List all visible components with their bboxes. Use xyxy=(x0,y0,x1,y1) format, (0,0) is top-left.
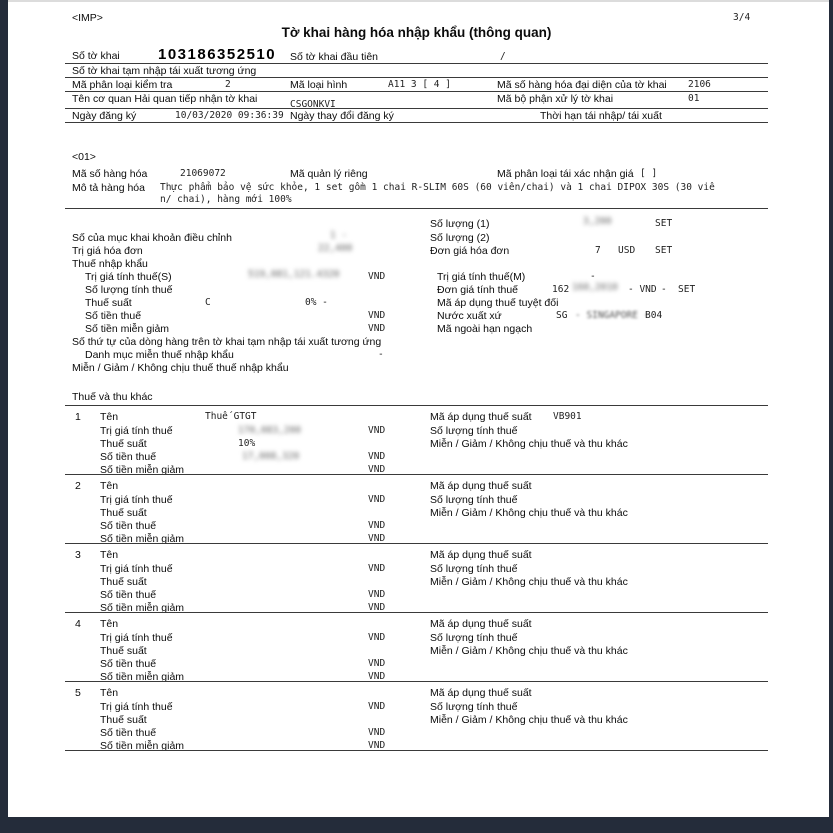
divider xyxy=(65,122,768,123)
label-ten: Tên xyxy=(100,411,119,423)
label-thue-suat: Thuế suất xyxy=(100,645,147,657)
value-ten: Thuế GTGT xyxy=(205,411,257,422)
label-so-luong-tinh-thue: Số lượng tính thuế xyxy=(430,425,518,437)
value-ten-co-quan: CSGONKVI xyxy=(290,99,336,110)
value-thue-suat: 10% xyxy=(238,438,256,449)
value-ma-so-dai-dien: 2106 xyxy=(688,79,711,90)
label-mien-giam-nhap-khau: Miễn / Giảm / Không chịu thuế thuế nhập khẩu xyxy=(72,362,289,374)
currency-vnd: VND xyxy=(368,494,386,505)
label-so-muc-khai: Số của mục khai khoản điều chỉnh xyxy=(72,232,232,244)
item-section-tag: <01> xyxy=(72,151,96,163)
value-thue-suat: 0% - xyxy=(305,297,328,308)
divider xyxy=(65,91,768,92)
value-ma-loai-hinh: A11 3 [ 4 ] xyxy=(388,79,451,90)
label-danh-muc-mien-thue: Danh mục miễn thuế nhập khẩu xyxy=(85,349,234,361)
value-nuoc-xuat-xu-b04: B04 xyxy=(645,310,663,321)
label-thue-nhap-khau: Thuế nhập khẩu xyxy=(72,258,148,270)
page-edge-bottom xyxy=(0,817,833,833)
value-nuoc-xuat-xu-name: - SINGAPORE - xyxy=(575,310,650,321)
label-so-luong-tinh-thue: Số lượng tính thuế xyxy=(430,632,518,644)
label-mien-giam: Miễn / Giảm / Không chịu thuế và thu khác xyxy=(430,438,628,450)
value-danh-muc-mien-thue: - xyxy=(378,349,384,360)
value-ma-ap-dung-thue-suat: VB901 xyxy=(553,411,582,422)
currency-vnd: VND xyxy=(368,425,386,436)
value-so-to-khai-dau-tien: / xyxy=(500,51,506,62)
value-don-gia-hoa-don: 7 xyxy=(595,245,601,256)
value-thue-suat-code: C xyxy=(205,297,211,308)
label-so-to-khai-dau-tien: Số tờ khai đầu tiên xyxy=(290,51,379,63)
tax-block-2 xyxy=(0,475,833,544)
currency-vnd: VND xyxy=(368,310,386,321)
label-tam-nhap-tai-xuat: Số tờ khai tạm nhập tái xuất tương ứng xyxy=(72,65,257,77)
value-don-gia-tinh-thue-2: 160,2010 xyxy=(572,282,618,293)
label-so-tien-mien-giam: Số tiền miễn giảm xyxy=(85,323,170,335)
label-tri-gia-tinh-thue-m: Trị giá tính thuế(M) xyxy=(437,271,526,283)
label-so-tien-thue: Số tiền thuế xyxy=(100,589,157,601)
label-ma-ap-dung-thue-suat: Mã áp dụng thuế suất xyxy=(430,618,532,630)
label-so-tien-mien-giam: Số tiền miễn giảm xyxy=(100,464,185,476)
label-ma-so-dai-dien: Mã số hàng hóa đại diện của tờ khai xyxy=(497,79,667,91)
label-tri-gia-tinh-thue-s: Trị giá tính thuế(S) xyxy=(85,271,172,283)
divider xyxy=(65,77,768,78)
label-don-gia-tinh-thue: Đơn giá tính thuế xyxy=(437,284,519,296)
page-number: 3/4 xyxy=(733,12,751,23)
value-ma-phan-loai-kiem-tra: 2 xyxy=(225,79,231,90)
label-so-tien-thue: Số tiền thuế xyxy=(100,727,157,739)
divider xyxy=(65,750,768,751)
value-ma-so-hang-hoa: 21069072 xyxy=(180,168,226,179)
divider xyxy=(65,63,768,64)
label-so-tien-thue: Số tiền thuế xyxy=(85,310,142,322)
label-mo-ta-hang-hoa: Mô tả hàng hóa xyxy=(72,182,145,194)
label-so-to-khai: Số tờ khai xyxy=(72,50,120,62)
value-ngay-dang-ky: 10/03/2020 09:36:39 xyxy=(175,110,284,121)
value-ma-bo-phan: 01 xyxy=(688,93,700,104)
label-thue-suat: Thuế suất xyxy=(100,714,147,726)
label-ma-ap-dung-thue-suat: Mã áp dụng thuế suất xyxy=(430,411,532,423)
value-tri-gia-tinh-thue-s: 519,081,121.4320 xyxy=(248,269,340,280)
label-tri-gia-tinh-thue: Trị giá tính thuế xyxy=(100,494,173,506)
currency-vnd: VND xyxy=(368,602,386,613)
tax-block-number: 3 xyxy=(75,549,81,561)
value-so-luong-1: 3,200 xyxy=(583,216,612,227)
label-tri-gia-tinh-thue: Trị giá tính thuế xyxy=(100,563,173,575)
label-so-tien-mien-giam: Số tiền miễn giảm xyxy=(100,671,185,683)
page-edge-top xyxy=(0,0,833,2)
value-tri-gia-tinh-thue-m: - xyxy=(590,271,596,282)
label-so-luong-tinh-thue: Số lượng tính thuế xyxy=(430,701,518,713)
document-title: Tờ khai hàng hóa nhập khẩu (thông quan) xyxy=(281,25,552,40)
label-so-tien-thue: Số tiền thuế xyxy=(100,520,157,532)
label-ma-ap-dung-thue-tuyet-doi: Mã áp dụng thuế tuyệt đối xyxy=(437,297,559,309)
currency-vnd: VND xyxy=(368,740,386,751)
label-so-luong-tinh-thue: Số lượng tính thuế xyxy=(430,563,518,575)
value-so-muc-khai: 1 - xyxy=(330,230,348,241)
currency-vnd: VND xyxy=(368,727,386,738)
tax-block-number: 2 xyxy=(75,480,81,492)
tax-block-5 xyxy=(0,682,833,751)
value-don-gia-tinh-thue-1: 162 xyxy=(552,284,570,295)
label-ma-ngoai-han-ngach: Mã ngoài hạn ngạch xyxy=(437,323,533,335)
tax-block-number: 1 xyxy=(75,411,81,423)
tax-block-number: 5 xyxy=(75,687,81,699)
currency-vnd: VND xyxy=(368,589,386,600)
currency-vnd: VND xyxy=(368,563,386,574)
label-tri-gia-tinh-thue: Trị giá tính thuế xyxy=(100,701,173,713)
label-ten-co-quan: Tên cơ quan Hải quan tiếp nhận tờ khai xyxy=(72,93,258,105)
label-ngay-thay-doi: Ngày thay đổi đăng ký xyxy=(290,110,394,122)
label-so-luong-2: Số lượng (2) xyxy=(430,232,490,244)
label-tri-gia-tinh-thue: Trị giá tính thuế xyxy=(100,632,173,644)
label-nuoc-xuat-xu: Nước xuất xứ xyxy=(437,310,502,322)
label-tri-gia-tinh-thue: Trị giá tính thuế xyxy=(100,425,173,437)
label-ma-phan-loai-kiem-tra: Mã phân loại kiểm tra xyxy=(72,79,173,91)
label-so-luong-tinh-thue: Số lượng tính thuế xyxy=(430,494,518,506)
label-thue-suat: Thuế suất xyxy=(100,438,147,450)
tax-block-4 xyxy=(0,613,833,682)
label-tri-gia-hoa-don: Trị giá hóa đơn xyxy=(72,245,143,257)
label-so-tien-thue: Số tiền thuế xyxy=(100,658,157,670)
label-mien-giam: Miễn / Giảm / Không chịu thuế và thu khác xyxy=(430,507,628,519)
value-tri-gia-hoa-don: 22,400 xyxy=(318,243,353,254)
value-mo-ta-line1: Thực phẩm bảo vệ sức khỏe, 1 set gồm 1 chai R-SLIM 60S (60 viên/chai) và 1 chai DIPOX 30S (30 viê xyxy=(160,182,715,193)
label-ma-loai-hinh: Mã loại hình xyxy=(290,79,348,91)
page-edge-left xyxy=(0,0,8,833)
label-so-luong-1: Số lượng (1) xyxy=(430,218,490,230)
label-mien-giam: Miễn / Giảm / Không chịu thuế và thu khác xyxy=(430,645,628,657)
label-ten: Tên xyxy=(100,618,119,630)
currency-vnd: VND xyxy=(368,271,386,282)
value-nuoc-xuat-xu-code: SG xyxy=(556,310,568,321)
currency-vnd: VND xyxy=(368,451,386,462)
label-so-thu-tu: Số thứ tự của dòng hàng trên tờ khai tạm nhập tái xuất tương ứng xyxy=(72,336,382,348)
value-so-to-khai: 103186352510 xyxy=(158,46,277,63)
value-tri-gia-tinh-thue: 170,083,200 xyxy=(238,425,301,436)
label-ten: Tên xyxy=(100,687,119,699)
label-ma-ap-dung-thue-suat: Mã áp dụng thuế suất xyxy=(430,480,532,492)
divider xyxy=(65,108,768,109)
label-thue-suat: Thuế suất xyxy=(85,297,132,309)
currency-vnd: VND xyxy=(368,323,386,334)
label-ma-bo-phan: Mã bộ phận xử lý tờ khai xyxy=(497,93,614,105)
label-ma-ap-dung-thue-suat: Mã áp dụng thuế suất xyxy=(430,687,532,699)
currency-vnd: VND xyxy=(368,701,386,712)
label-ngay-dang-ky: Ngày đăng ký xyxy=(72,110,137,122)
currency-vnd: VND xyxy=(368,658,386,669)
unit-don-gia-tinh-thue: SET xyxy=(678,284,696,295)
unit-so-luong-1: SET xyxy=(655,218,673,229)
page-edge-right xyxy=(829,0,833,833)
value-so-tien-thue: 17,008,320 xyxy=(242,451,300,462)
label-ma-so-hang-hoa: Mã số hàng hóa xyxy=(72,168,148,180)
label-ten: Tên xyxy=(100,480,119,492)
currency-vnd: VND xyxy=(368,671,386,682)
value-ma-phan-loai-tai-xac-nhan: [ ] xyxy=(640,168,658,179)
tax-block-1 xyxy=(0,406,833,475)
label-ma-phan-loai-tai-xac-nhan: Mã phân loại tái xác nhận giá xyxy=(497,168,634,180)
currency-don-gia-hoa-don: USD xyxy=(618,245,636,256)
unit-don-gia-hoa-don: SET xyxy=(655,245,673,256)
label-mien-giam: Miễn / Giảm / Không chịu thuế và thu khác xyxy=(430,576,628,588)
label-mien-giam: Miễn / Giảm / Không chịu thuế và thu khác xyxy=(430,714,628,726)
currency-vnd: VND xyxy=(368,533,386,544)
label-ten: Tên xyxy=(100,549,119,561)
label-so-tien-mien-giam: Số tiền miễn giảm xyxy=(100,740,185,752)
label-thoi-han-tai-nhap: Thời hạn tái nhập/ tái xuất xyxy=(540,110,662,122)
imp-tag: <IMP> xyxy=(72,12,103,24)
divider xyxy=(65,208,768,209)
label-so-tien-mien-giam: Số tiền miễn giảm xyxy=(100,602,185,614)
tax-block-3 xyxy=(0,544,833,613)
label-so-tien-mien-giam: Số tiền miễn giảm xyxy=(100,533,185,545)
label-so-tien-thue: Số tiền thuế xyxy=(100,451,157,463)
label-ma-quan-ly-rieng: Mã quản lý riêng xyxy=(290,168,368,180)
label-thue-suat: Thuế suất xyxy=(100,576,147,588)
label-don-gia-hoa-don: Đơn giá hóa đơn xyxy=(430,245,510,257)
value-mo-ta-line2: n/ chai), hàng mới 100% xyxy=(160,194,292,205)
tax-block-number: 4 xyxy=(75,618,81,630)
value-don-gia-tinh-thue-3: - VND xyxy=(628,284,657,295)
label-so-luong-tinh-thue: Số lượng tính thuế xyxy=(85,284,173,296)
label-thue-suat: Thuế suất xyxy=(100,507,147,519)
tax-section-title: Thuế và thu khác xyxy=(72,391,153,403)
currency-vnd: VND xyxy=(368,632,386,643)
value-don-gia-tinh-thue-4: - xyxy=(661,284,667,295)
currency-vnd: VND xyxy=(368,464,386,475)
currency-vnd: VND xyxy=(368,520,386,531)
label-ma-ap-dung-thue-suat: Mã áp dụng thuế suất xyxy=(430,549,532,561)
